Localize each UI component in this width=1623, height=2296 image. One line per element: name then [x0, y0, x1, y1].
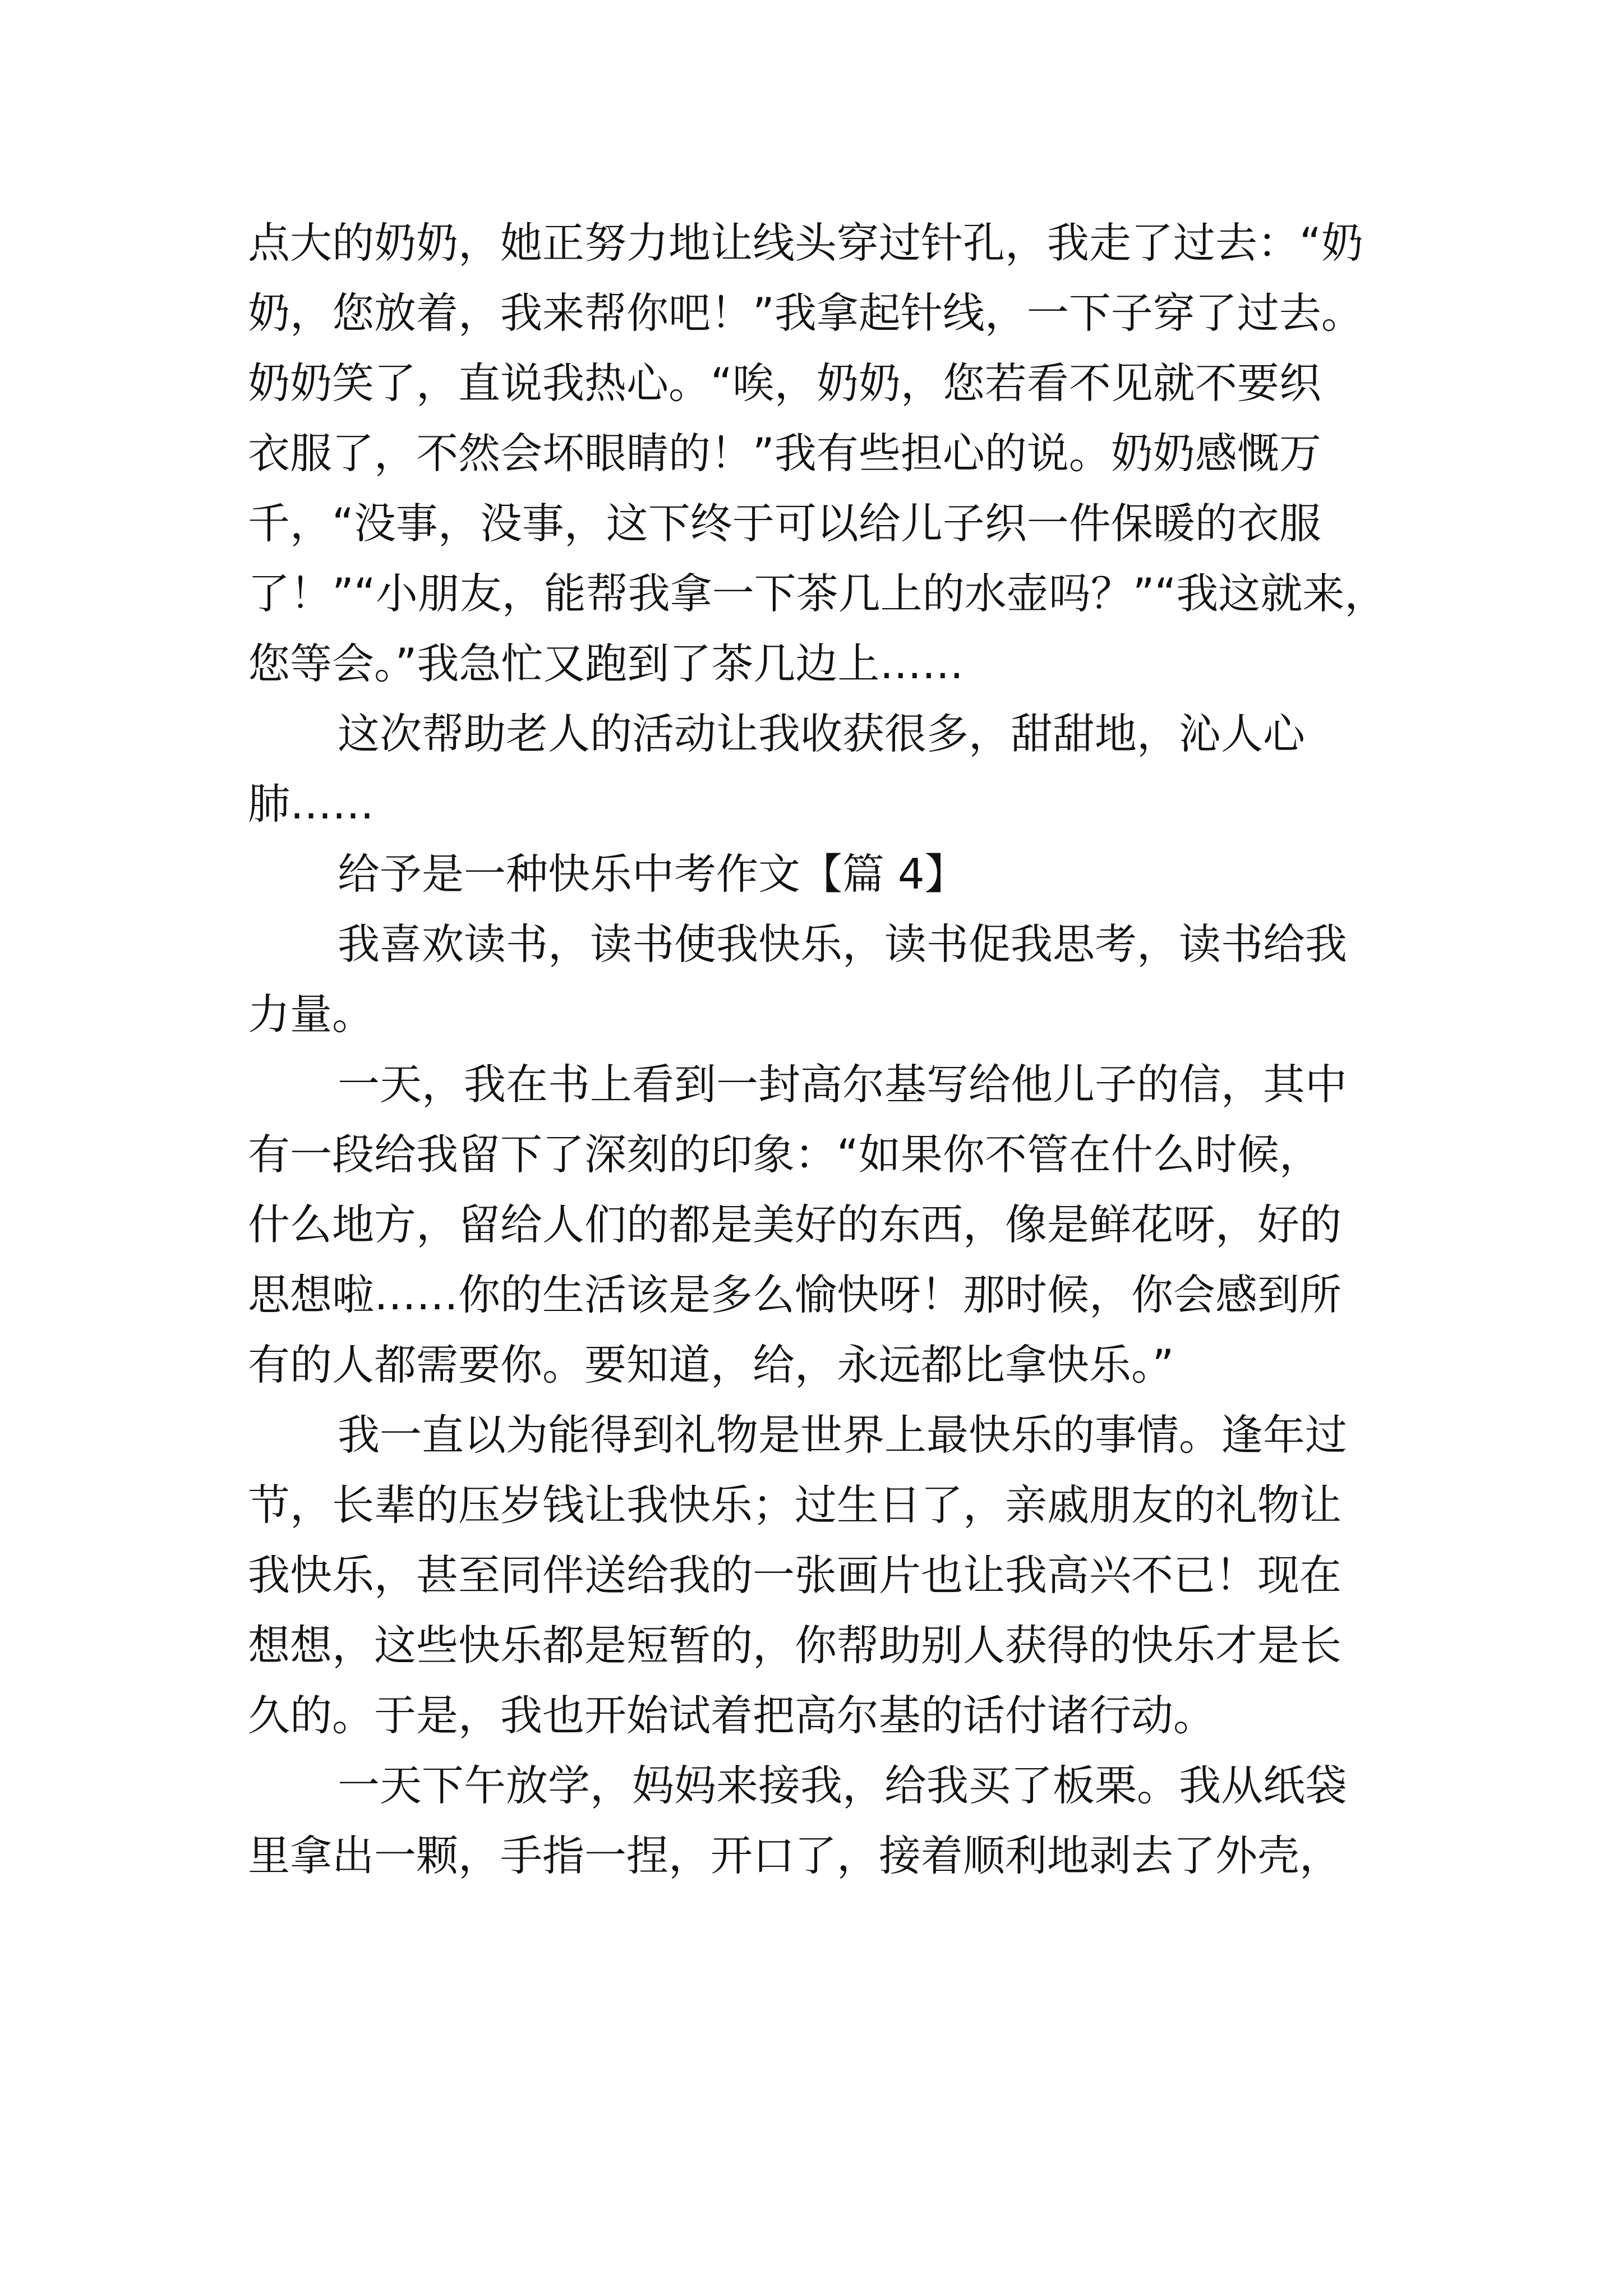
text-line: 我快乐，甚至同伴送给我的一张画片也让我高兴不已！现在 — [248, 1550, 1342, 1600]
text-line: 我喜欢读书，读书使我快乐，读书促我思考，读书给我 — [338, 919, 1348, 969]
text-line: 里拿出一颗，手指一捏，开口了，接着顺利地剥去了外壳， — [248, 1831, 1342, 1880]
text-line: 想想，这些快乐都是短暂的，你帮助别人获得的快乐才是长 — [248, 1621, 1342, 1670]
text-line: 一天，我在书上看到一封高尔基写给他儿子的信，其中 — [338, 1060, 1348, 1109]
text-line: 奶，您放着，我来帮你吧！”我拿起针线，一下子穿了过去。 — [248, 288, 1363, 338]
text-line: 力量。 — [248, 990, 375, 1039]
text-line: 什么地方，留给人们的都是美好的东西，像是鲜花呀，好的 — [248, 1200, 1342, 1249]
text-line: 了！”“小朋友，能帮我拿一下茶几上的水壶吗？”“我这就来， — [248, 569, 1387, 618]
text-line: 衣服了，不然会坏眼睛的！”我有些担心的说。奶奶感慨万 — [248, 429, 1321, 478]
text-line: 点大的奶奶，她正努力地让线头穿过针孔，我走了过去：“奶 — [248, 218, 1363, 268]
text-line: 这次帮助老人的活动让我收获很多，甜甜地，沁人心 — [338, 709, 1306, 758]
text-line: 节，长辈的压岁钱让我快乐；过生日了，亲戚朋友的礼物让 — [248, 1480, 1342, 1530]
text-line: 千，“没事，没事，这下终于可以给儿子织一件保暖的衣服 — [248, 499, 1321, 548]
text-line: 久的。于是，我也开始试着把高尔基的话付诸行动。 — [248, 1691, 1216, 1740]
section-heading: 给予是一种快乐中考作文【篇 4】 — [338, 849, 967, 899]
text-line: 我一直以为能得到礼物是世界上最快乐的事情。逢年过 — [338, 1410, 1348, 1460]
text-line: 有一段给我留下了深刻的印象：“如果你不管在什么时候， — [248, 1130, 1321, 1179]
text-line: 思想啦……你的生活该是多么愉快呀！那时候，你会感到所 — [248, 1270, 1342, 1319]
text-line: 一天下午放学，妈妈来接我，给我买了板栗。我从纸袋 — [338, 1761, 1348, 1810]
text-line: 肺…… — [248, 779, 375, 829]
text-line: 奶奶笑了，直说我热心。“唉，奶奶，您若看不见就不要织 — [248, 358, 1321, 408]
text-line: 您等会。”我急忙又跑到了茶几边上…… — [248, 639, 964, 688]
text-line: 有的人都需要你。要知道，给，永远都比拿快乐。” — [248, 1340, 1174, 1389]
